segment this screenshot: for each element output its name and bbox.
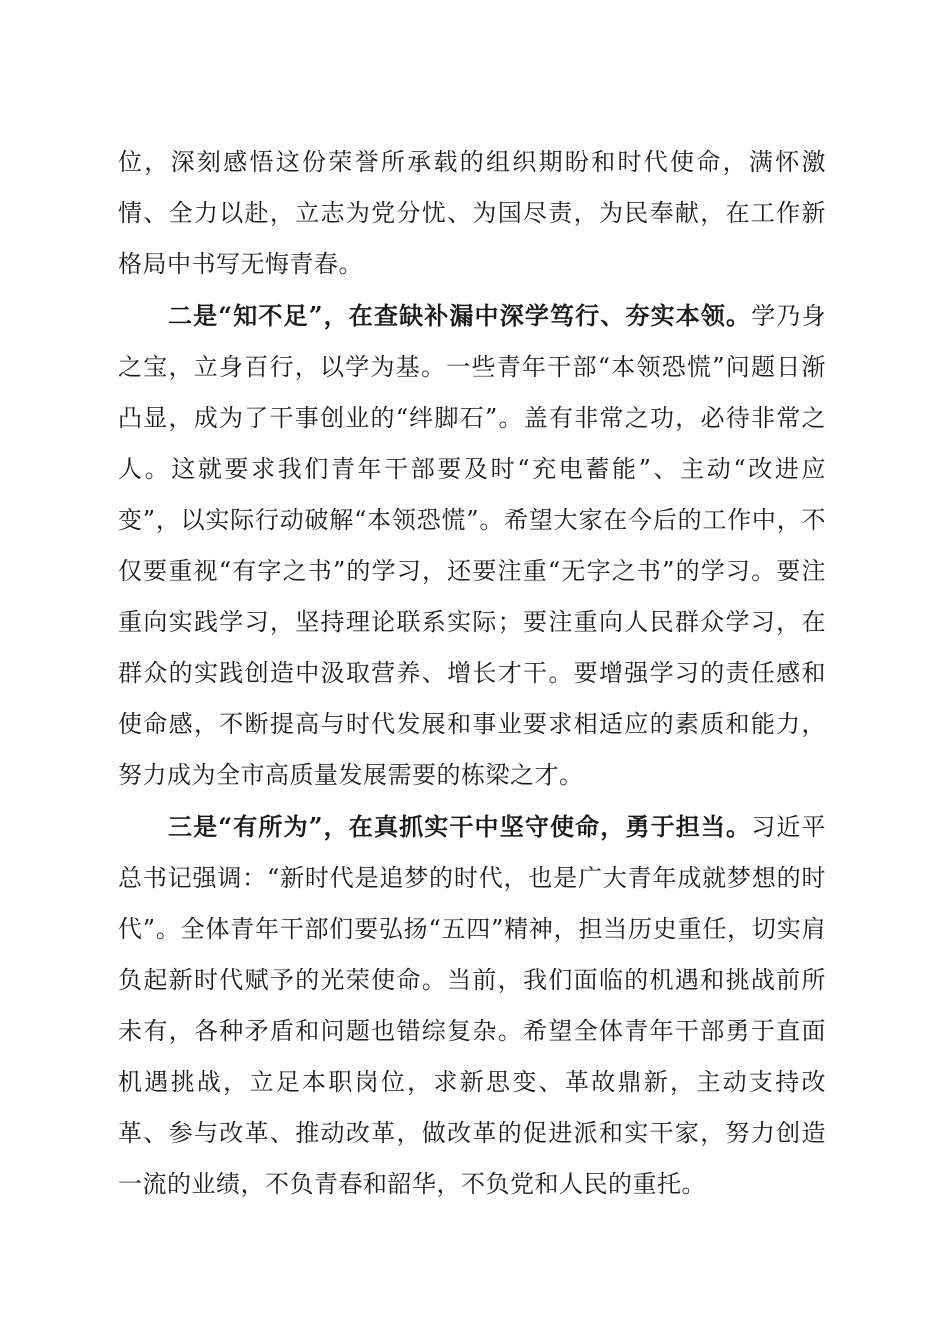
paragraph-body-text: 学乃身之宝，立身百行，以学为基。一些青年干部“本领恐慌”问题日渐凸显，成为了干事创业的“绊脚石”。盖有非常之功，必待非常之人。这就要求我们青年干部要及时“充电蓄能”、主动“改进应变”，以实际行动破解“本领恐慌”。希望大家在今后的工作中，不仅要重视“有字之书”的学习，还要注重“无字之书”的学习。要注重向实践学习，坚持理论联系实际；要注重向人民群众学习，在群众的实践创造中汲取营养、增长才干。要增强学习的责任感和使命感，不断提高与时代发展和事业要求相适应的素质和能力，努力成为全市高质量发展需要的栋梁之才。 <box>118 302 827 789</box>
paragraph-body-text: 习近平总书记强调：“新时代是追梦的时代，也是广大青年成就梦想的时代”。全体青年干部们要弘扬“五四”精神，担当历史重任，切实肩负起新时代赋予的光荣使命。当前，我们面临的机遇和挑战前所未有，各种矛盾和问题也错综复杂。希望全体青年干部勇于直面机遇挑战，立足本职岗位，求新思变、革故鼎新，主动支持改革、参与改革、推动改革，做改革的促进派和实干家，努力创造一流的业绩，不负青春和韶华，不负党和人民的重托。 <box>118 813 827 1198</box>
document-body <box>118 137 826 1210</box>
paragraph-lead-heading: 二是“知不足”，在查缺补漏中深学笃行、夯实本领。 <box>168 301 752 330</box>
paragraph-continuation <box>118 137 826 290</box>
paragraph-lead-heading: 三是“有所为”，在真抓实干中坚守使命，勇于担当。 <box>168 812 752 841</box>
paragraph-point-three <box>118 801 826 1210</box>
paragraph-point-two <box>118 290 826 801</box>
paragraph-body-text: 位，深刻感悟这份荣誉所承载的组织期盼和时代使命，满怀激情、全力以赴，立志为党分忧、为国尽责，为民奉献，在工作新格局中书写无悔青春。 <box>118 148 826 278</box>
